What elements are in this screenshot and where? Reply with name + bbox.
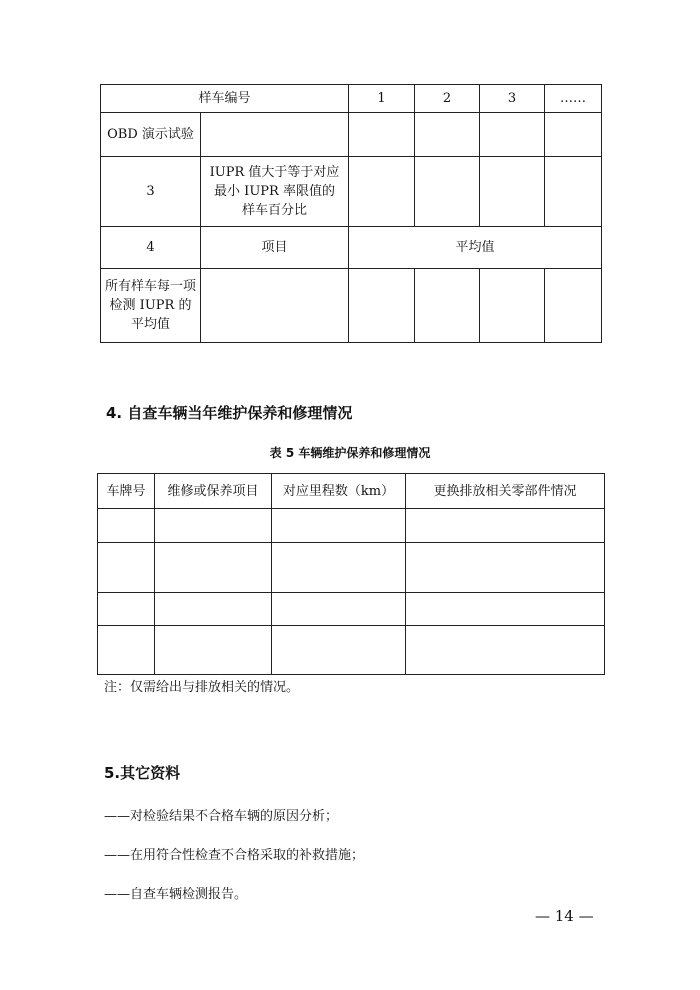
empty-cell <box>545 269 602 343</box>
empty-cell <box>201 113 349 157</box>
average-label: 平均值 <box>349 227 602 269</box>
obd-demo-label: OBD 演示试验 <box>101 113 201 157</box>
sample-col-2: 2 <box>415 85 480 113</box>
empty-cell <box>272 543 406 593</box>
row-number: 3 <box>101 157 201 227</box>
iupr-percentage-label: IUPR 值大于等于对应最小 IUPR 率限值的样车百分比 <box>201 157 349 227</box>
empty-cell <box>349 157 415 227</box>
empty-cell <box>98 509 155 543</box>
item-label: 项目 <box>201 227 349 269</box>
empty-cell <box>155 509 272 543</box>
table-row <box>98 626 605 675</box>
list-item: ——自查车辆检测报告。 <box>104 887 248 902</box>
mileage-header: 对应里程数（km） <box>272 474 406 509</box>
empty-cell <box>155 626 272 675</box>
empty-cell <box>415 157 480 227</box>
table-header-row <box>101 85 602 113</box>
sample-col-1: 1 <box>349 85 415 113</box>
table-row <box>101 157 602 227</box>
empty-cell <box>272 626 406 675</box>
empty-cell <box>545 157 602 227</box>
empty-cell <box>272 509 406 543</box>
table-row <box>98 509 605 543</box>
maintenance-item-header: 维修或保养项目 <box>155 474 272 509</box>
section-4-heading: 4. 自查车辆当年维护保养和修理情况 <box>106 404 353 422</box>
empty-cell <box>545 113 602 157</box>
table-row <box>101 113 602 157</box>
page-number: — 14 — <box>535 907 594 925</box>
empty-cell <box>406 626 605 675</box>
empty-cell <box>98 543 155 593</box>
empty-cell <box>201 269 349 343</box>
table-row <box>98 593 605 626</box>
table-note: 注：仅需给出与排放相关的情况。 <box>104 680 300 695</box>
empty-cell <box>406 543 605 593</box>
empty-cell <box>98 626 155 675</box>
table-header-row <box>98 474 605 509</box>
avg-iupr-label: 所有样车每一项检测 IUPR 的平均值 <box>101 269 201 343</box>
empty-cell <box>406 593 605 626</box>
empty-cell <box>480 269 545 343</box>
empty-cell <box>155 593 272 626</box>
sample-col-more: …… <box>545 85 602 113</box>
empty-cell <box>480 157 545 227</box>
empty-cell <box>349 113 415 157</box>
empty-cell <box>415 113 480 157</box>
section-5-heading: 5.其它资料 <box>104 764 181 782</box>
plate-number-header: 车牌号 <box>98 474 155 509</box>
parts-replacement-header: 更换排放相关零部件情况 <box>406 474 605 509</box>
empty-cell <box>480 113 545 157</box>
empty-cell <box>272 593 406 626</box>
empty-cell <box>406 509 605 543</box>
iupr-table <box>100 84 602 343</box>
empty-cell <box>349 269 415 343</box>
table-5-caption: 表 5 车辆维护保养和修理情况 <box>269 446 431 460</box>
table-row <box>101 227 602 269</box>
empty-cell <box>98 593 155 626</box>
table-row <box>98 543 605 593</box>
empty-cell <box>415 269 480 343</box>
empty-cell <box>155 543 272 593</box>
sample-col-3: 3 <box>480 85 545 113</box>
list-item: ——对检验结果不合格车辆的原因分析； <box>104 809 339 824</box>
row-number: 4 <box>101 227 201 269</box>
sample-number-header: 样车编号 <box>101 85 349 113</box>
maintenance-table <box>97 473 605 675</box>
list-item: ——在用符合性检查不合格采取的补救措施； <box>104 848 365 863</box>
table-row <box>101 269 602 343</box>
